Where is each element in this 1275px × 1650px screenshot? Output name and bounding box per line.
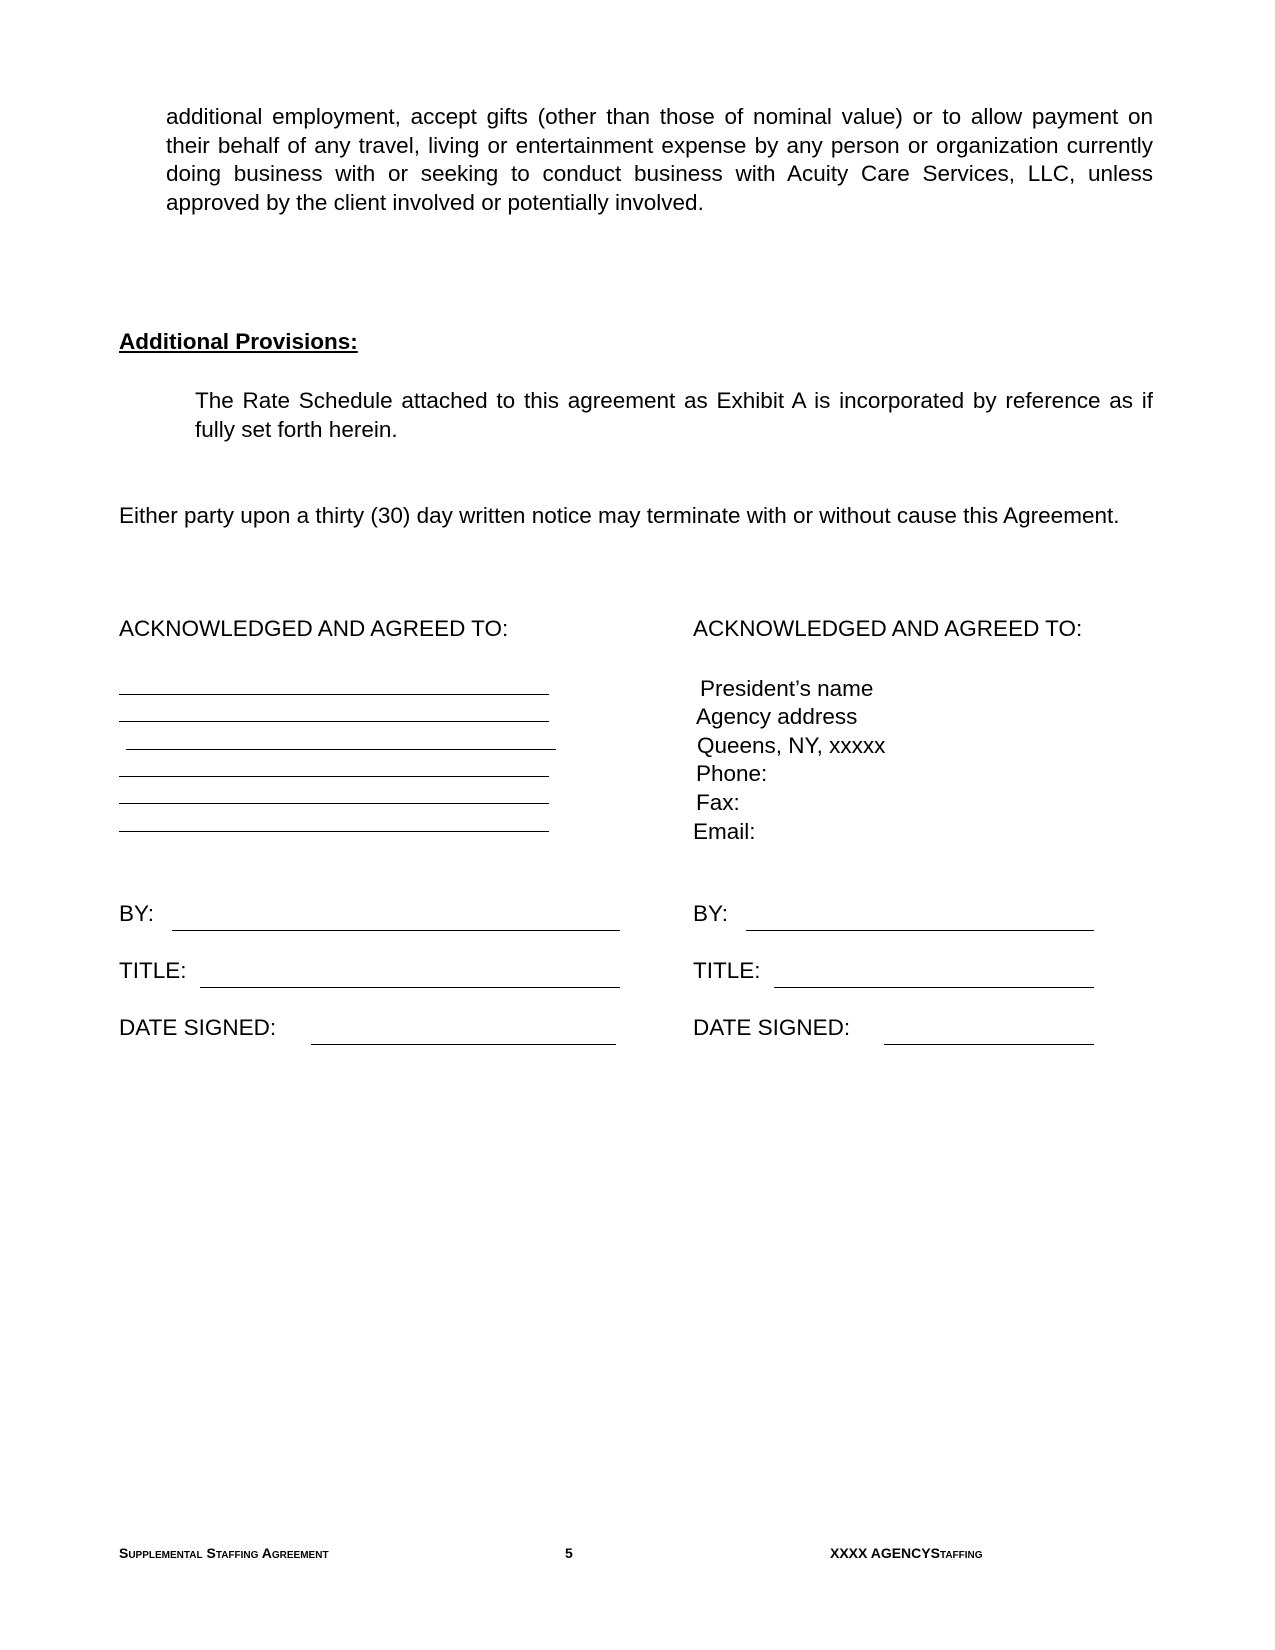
left-by-signature-line[interactable] [172, 930, 620, 931]
right-title-signature-line[interactable] [774, 987, 1094, 988]
right-date-label: DATE SIGNED: [693, 1015, 851, 1040]
left-address-line[interactable] [119, 694, 549, 695]
right-acknowledgement-label: ACKNOWLEDGED AND AGREED TO: [693, 616, 1083, 641]
right-title-label: TITLE: [693, 958, 761, 983]
right-date-field [693, 1015, 850, 1045]
body-paragraph-gifts: additional employment, accept gifts (other than those of nominal value) or to allow payment on their behalf of any travel, living or entertainment expense by any person or organization currently doing business with or seeking to conduct business with Acuity Care Services, LLC, unless approved by the client involved or potentially involved. [166, 104, 1153, 215]
right-by-field [693, 901, 728, 931]
left-title-signature-line[interactable] [200, 987, 620, 988]
right-by-label: BY: [693, 901, 729, 926]
section-heading-additional-provisions: Additional Provisions: [119, 329, 358, 354]
left-title-label: TITLE: [119, 958, 187, 983]
body-paragraph-termination: Either party upon a thirty (30) day written notice may terminate with or without cause this Agreement. [119, 503, 1120, 528]
left-date-signature-line[interactable] [311, 1044, 616, 1045]
left-address-line[interactable] [126, 749, 556, 750]
footer-page-number: 5 [565, 1545, 573, 1561]
left-address-line[interactable] [119, 803, 549, 804]
left-date-field [119, 1015, 276, 1045]
left-by-field [119, 901, 154, 931]
agency-address: Agency address [696, 704, 858, 729]
left-address-line[interactable] [119, 721, 549, 722]
fax-label: Fax: [696, 790, 740, 815]
left-date-label: DATE SIGNED: [119, 1015, 277, 1040]
right-title-field [693, 958, 761, 988]
phone-label: Phone: [696, 761, 768, 786]
footer-document-title: Supplemental Staffing Agreement [119, 1545, 329, 1561]
left-acknowledgement-label: ACKNOWLEDGED AND AGREED TO: [119, 616, 509, 641]
email-label: Email: [693, 819, 756, 844]
footer-agency-name: XXXX AGENCYStaffing [830, 1545, 983, 1561]
left-address-line[interactable] [119, 776, 549, 777]
left-title-field [119, 958, 187, 988]
body-paragraph-rate-schedule: The Rate Schedule attached to this agreement as Exhibit A is incorporated by reference as if fully set forth herein. [195, 388, 1153, 442]
right-by-signature-line[interactable] [746, 930, 1094, 931]
left-by-label: BY: [119, 901, 155, 926]
right-date-signature-line[interactable] [884, 1044, 1094, 1045]
left-address-line[interactable] [119, 831, 549, 832]
agency-city: Queens, NY, xxxxx [697, 733, 886, 758]
president-name: President’s name [700, 676, 874, 701]
